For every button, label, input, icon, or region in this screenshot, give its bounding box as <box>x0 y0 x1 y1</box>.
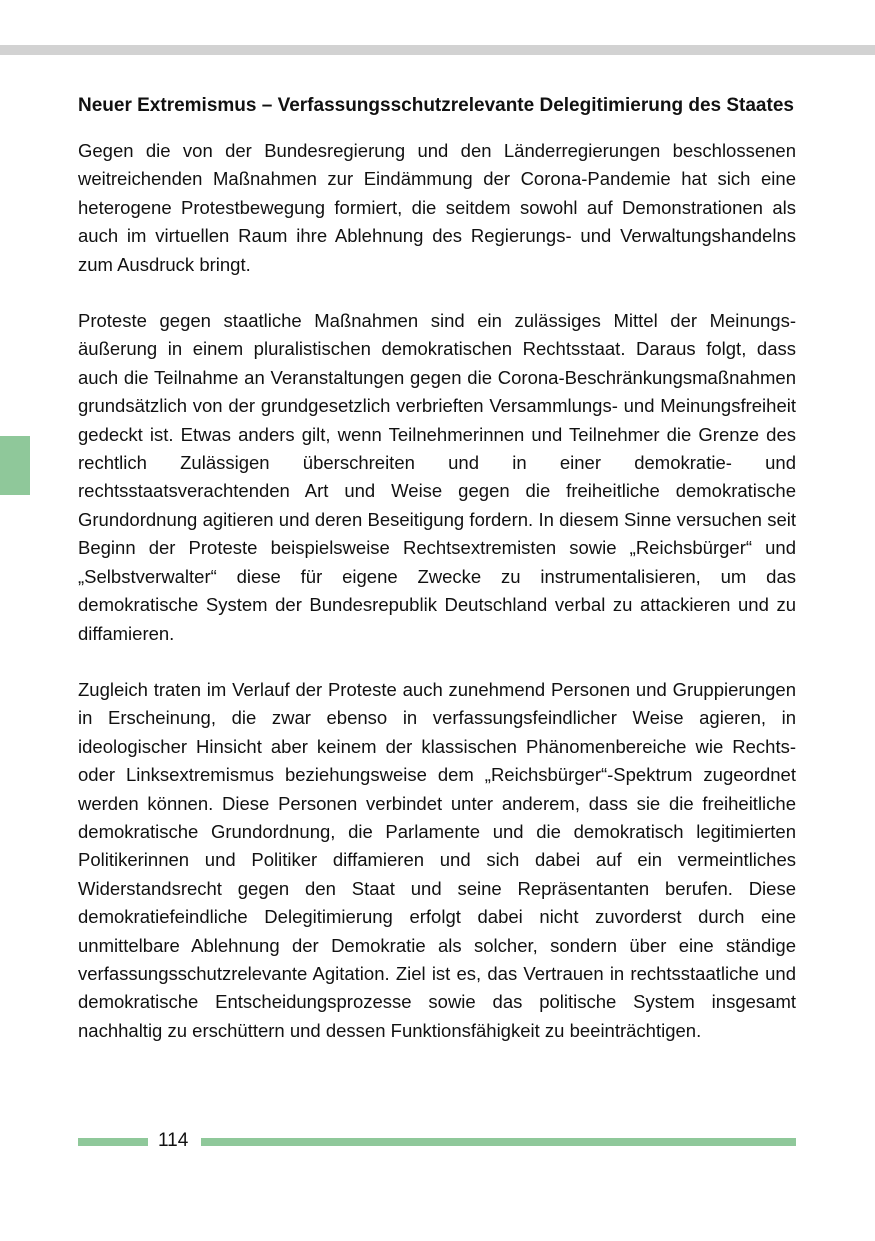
paragraph-3: Zugleich traten im Verlauf der Proteste auch zunehmend Personen und Gruppierungen in Erscheinung, die zwar ebenso in verfassungsfeindlicher Weise agieren, in ideologischer Hinsicht aber keinem der klassischen Phänomenbereiche wie Rechts- oder Linksextremismus beziehungsweise dem „Reichsbürger“-Spektrum zugeordnet werden können. Diese Personen verbindet unter anderem, dass sie die freiheitliche demokratische Grundordnung, die Parlamente und die demokratisch legitimierten Politikerinnen und Politiker diffamieren und sich dabei auf ein vermeintliches Widerstandsrecht gegen den Staat und seine Repräsentanten berufen. Diese demokratiefeindliche Delegitimierung erfolgt dabei nicht zuvorderst durch eine unmittelbare Ablehnung der Demokratie als solcher, sondern über eine ständige verfassungsschutzrelevante Agitation. Ziel ist es, das Vertrauen in rechtsstaatliche und demokratische Entscheidungsprozesse sowie das politische System insgesamt nachhaltig zu erschüttern und dessen Funktionsfähigkeit zu beeinträchtigen. <box>78 678 796 1041</box>
chapter-side-tab <box>0 436 30 495</box>
paragraph-1: Gegen die von der Bundesregierung und den Länderregierungen beschlossenen weitreichenden Maßnahmen zur Eindämmung der Corona-Pandemie hat sich eine heterogene Protestbewegung formiert, die seitdem sowohl auf Demonstrationen als auch im virtuellen Raum ihre Ablehnung des Regierungs- und Verwaltungshandelns zum Ausdruck bringt. <box>78 140 796 275</box>
top-divider-bar <box>0 45 875 55</box>
section-heading: Neuer Extremismus – Verfassungsschutzrelevante Delegitimierung des Staates <box>78 95 794 116</box>
footer-rule-right <box>201 1138 796 1146</box>
page-number: 114 <box>158 1130 189 1151</box>
page-content <box>78 91 796 1073</box>
paragraph-2: Proteste gegen staatliche Maßnahmen sind ein zulässiges Mittel der Meinungsäußerung in einem pluralistischen demokratischen Rechtsstaat. Daraus folgt, dass auch die Teilnahme an Veranstaltungen gegen die Corona-Beschränkungsmaßnahmen grundsätzlich von der grundgesetzlich verbrieften Versammlungs- und Meinungsfreiheit gedeckt ist. Etwas anders gilt, wenn Teilnehmerinnen und Teilnehmer die Grenze des rechtlich Zulässigen überschreiten und in einer demokratie- und rechtsstaatsverachtenden Art und Weise gegen die freiheitliche demokratische Grundordnung agitieren und deren Beseitigung fordern. In diesem Sinne versuchen seit Beginn der Proteste beispielsweise Rechtsextremisten sowie „Reichsbürger“ und „Selbstverwalter“ diese für eigene Zwecke zu instrumentalisieren, um das demokratische System der Bundesrepublik Deutschland verbal zu attackieren und zu diffamieren. <box>78 310 796 644</box>
page-footer <box>78 1128 796 1154</box>
footer-rule-left <box>78 1138 148 1146</box>
